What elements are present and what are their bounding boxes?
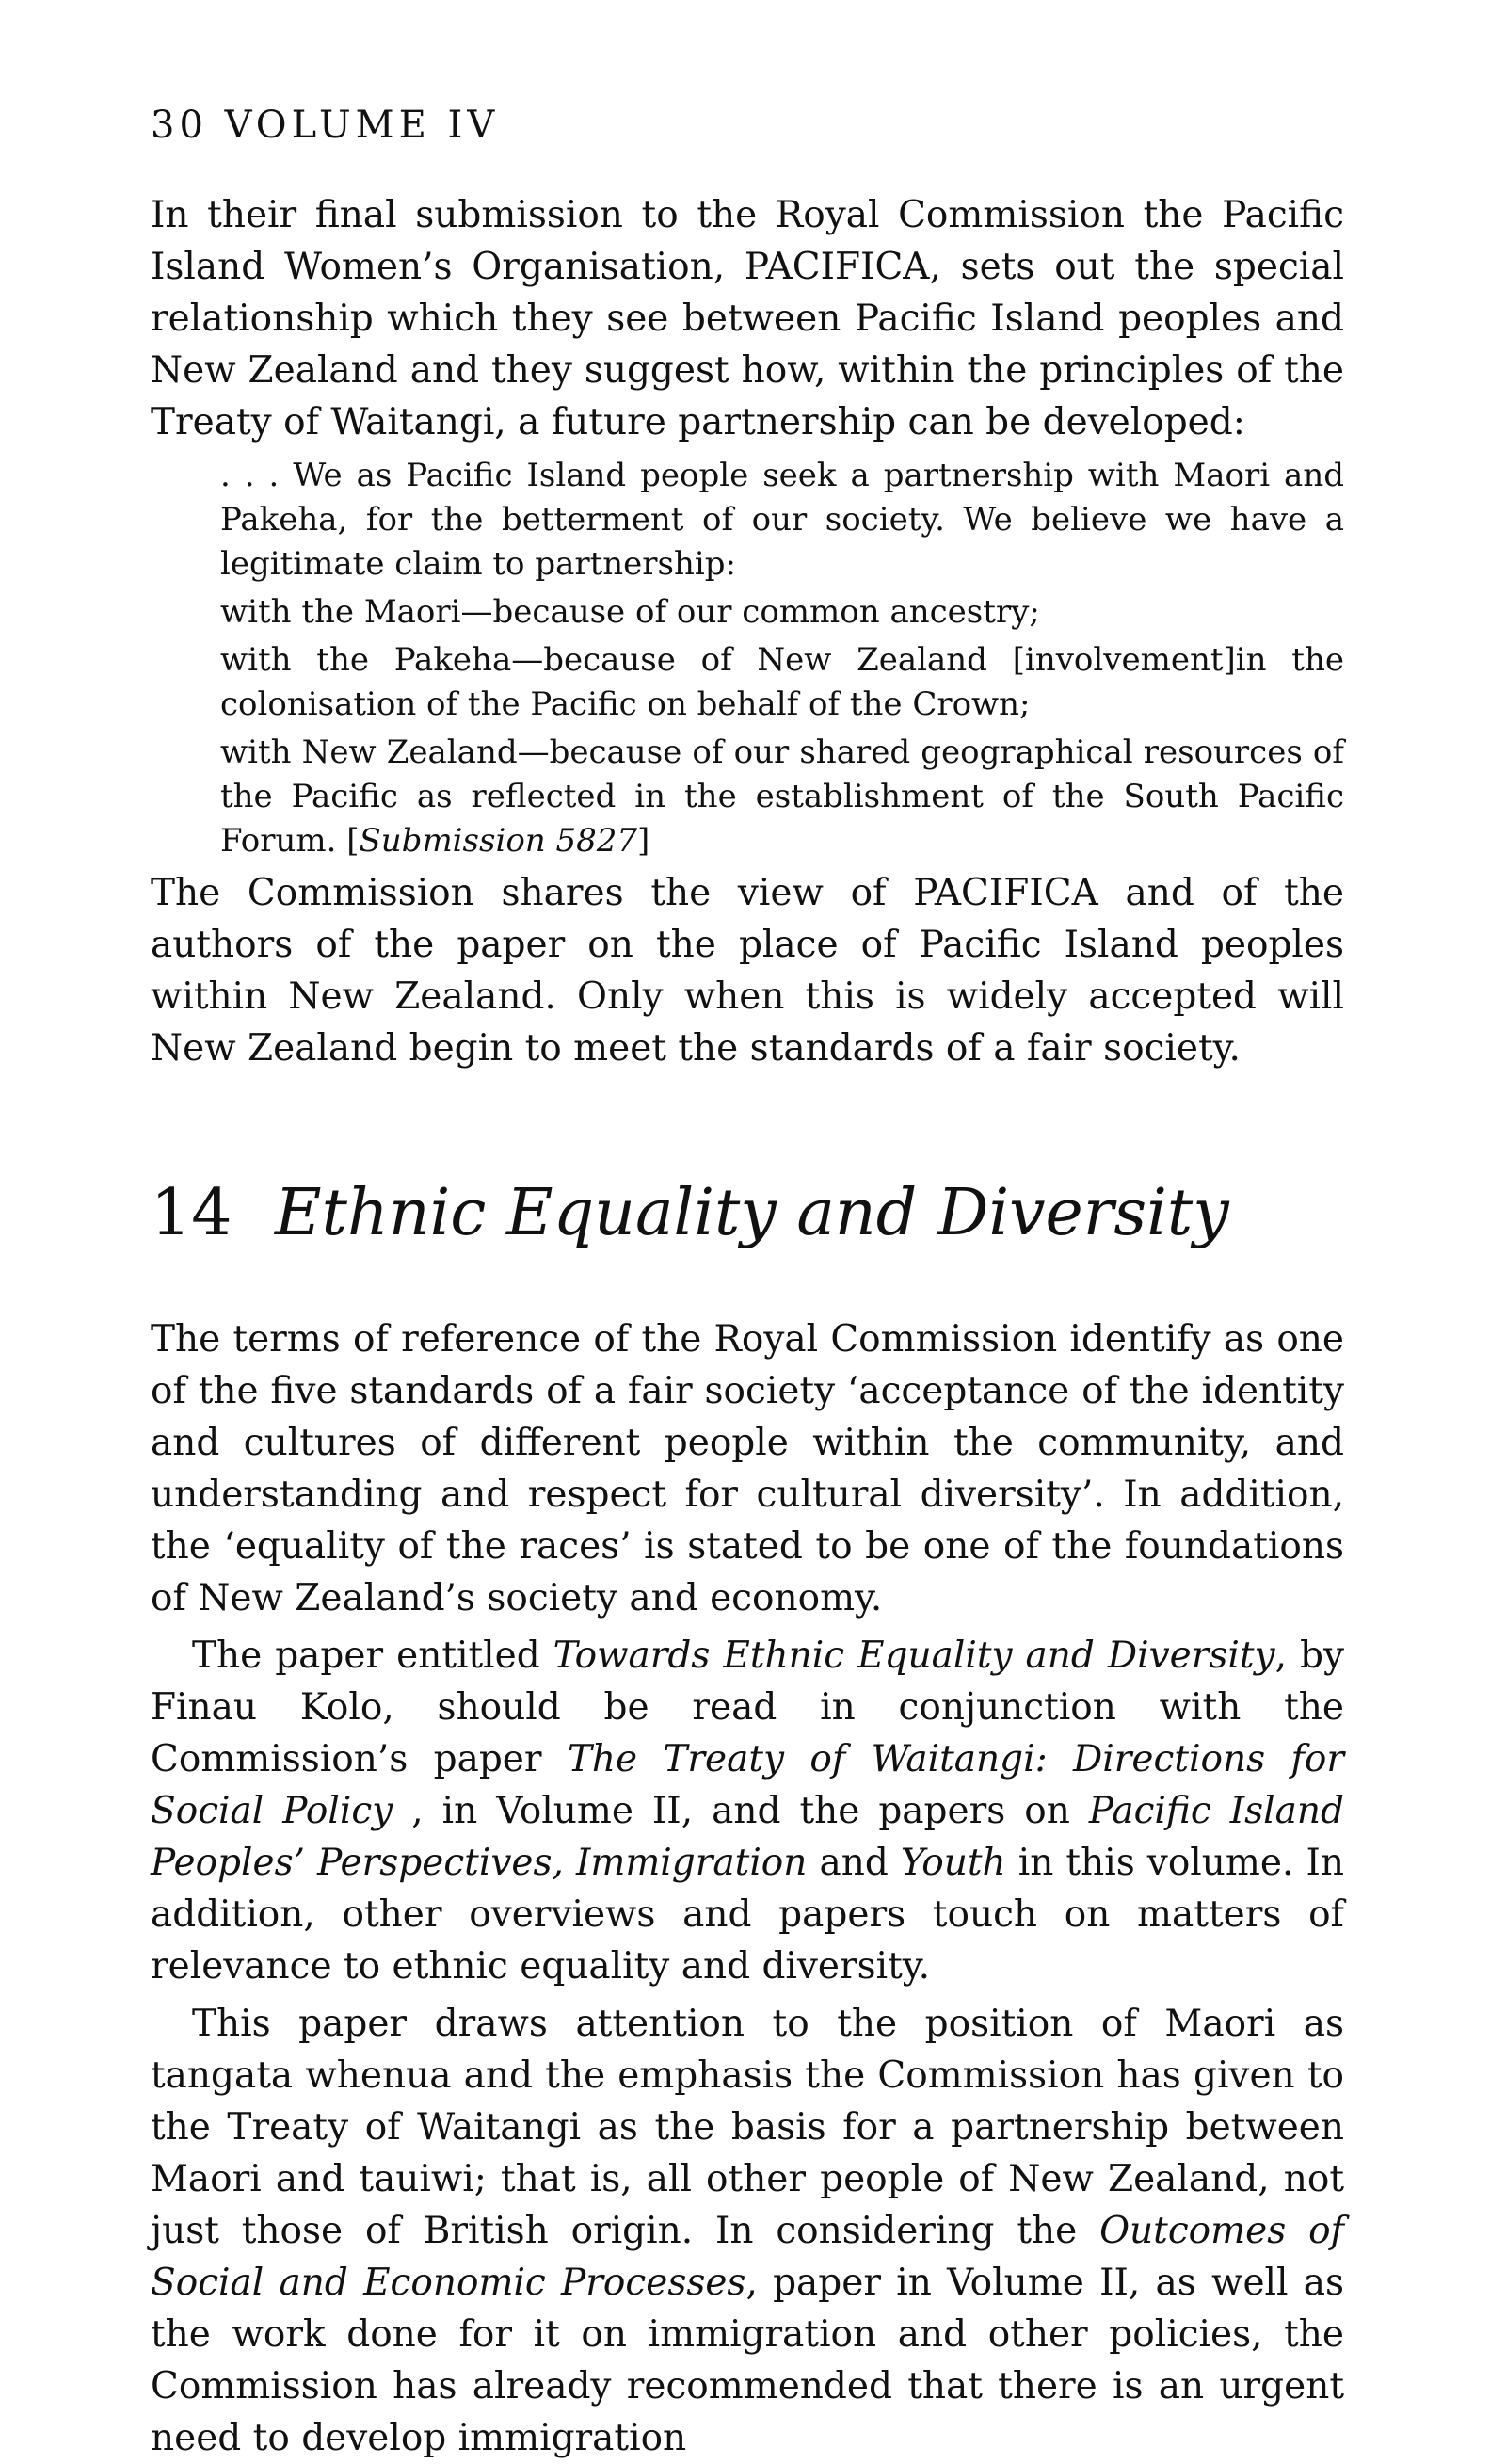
intro-paragraph: In their final submission to the Royal Commission the Pacific Island Women’s Organisation, PACIFICA, sets out the special relationship which they see between Pacific Island peoples and New Zealand and they suggest how, within the principles of the Treaty of Waitangi, a future partnership can be developed: — [151, 194, 1344, 443]
block-quote — [220, 454, 1344, 863]
running-head: 30 VOLUME IV — [151, 104, 500, 147]
text-run: and — [807, 1842, 901, 1884]
chapter-heading — [151, 1176, 1344, 1251]
title-outcomes-of-social-processes: Outcomes of Social and Economic Processes — [151, 2210, 1344, 2304]
chapter-number: 14 — [151, 1176, 232, 1250]
text-run: , paper in Volume II, as well as the work done for it on immigration and other policies, the Commission has already recommended that there is an urgent need to develop immigration — [151, 2262, 1344, 2459]
closing-paragraph: The Commission shares the view of PACIFICA and of the authors of the paper on the place of Pacific Island peoples within New Zealand. Only when this is widely accepted will New Zealand begin to meet the standards of a fair society. — [151, 872, 1344, 1070]
quote-nz-text: with New Zealand—because of our shared geographical resources of the Pacific as reflected in the establishment of the South Pacific Forum. [ — [220, 733, 1344, 860]
text-run: The paper entitled — [192, 1635, 553, 1677]
quote-pakeha-line: with the Pakeha—because of New Zealand [involvement]in the colonisation of the Pacific on behalf of the Crown; — [220, 641, 1344, 723]
quote-maori-line: with the Maori—because of our common ancestry; — [220, 593, 1040, 631]
text-run: , in Volume II, and the papers on — [393, 1790, 1089, 1832]
text-run: This paper draws attention to the position of Maori as tangata whenua and the emphasis the Commission has given to the Treaty of Waitangi as the basis for a partnership between Maori and tauiwi; that is, all other people of New Zealand, not just those of British origin. In considering the — [151, 2003, 1344, 2252]
quote-lead: . . . We as Pacific Island people seek a partnership with Maori and Pakeha, for the betterment of our society. We believe we have a legitimate claim to partnership: — [220, 457, 1344, 583]
chapter-title: Ethnic Equality and Diversity — [275, 1176, 1229, 1250]
title-treaty-of-waitangi: The Treaty of Waitangi: Directions for Social Policy — [151, 1738, 1344, 1832]
paragraph-related-papers — [151, 1630, 1344, 1992]
text-run: , by Finau Kolo, should be read in conjunction with the Commission’s paper — [151, 1635, 1344, 1780]
paragraph-terms-of-reference: The terms of reference of the Royal Commission identify as one of the five standards of a fair society ‘acceptance of the identity and cultures of different people within the community, and understanding and respect for cultural diversity’. In addition, the ‘equality of the races’ is stated to be one of the foundations of New Zealand’s society and economy. — [151, 1318, 1344, 1619]
title-towards-ethnic-equality: Towards Ethnic Equality and Diversity — [553, 1635, 1275, 1677]
quote-citation: Submission 5827 — [359, 822, 638, 860]
text-run: in this volume. In addition, other overviews and papers touch on matters of relevance to ethnic equality and diversity. — [151, 1842, 1344, 1988]
paragraph-tangata-whenua — [151, 1998, 1344, 2464]
quote-close-bracket: ] — [637, 822, 650, 860]
quote-new-zealand-line — [220, 731, 1344, 863]
title-youth: Youth — [900, 1842, 1006, 1884]
document-page — [151, 104, 1344, 2464]
title-pacific-island-perspectives: Pacific Island Peoples’ Perspectives, Immigration — [151, 1790, 1344, 1884]
